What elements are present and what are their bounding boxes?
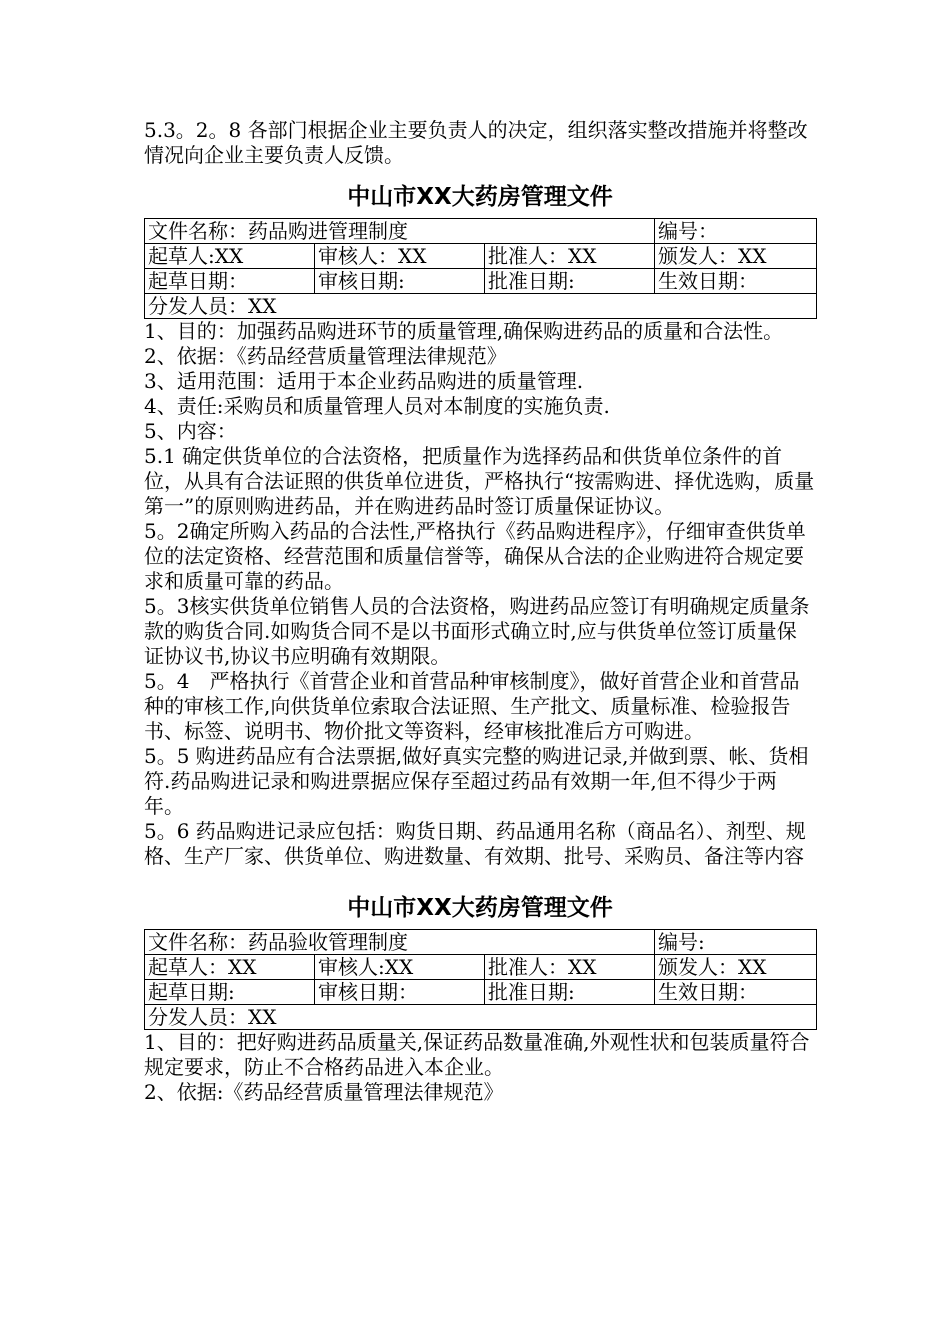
approve-date-cell: 批准日期: bbox=[485, 269, 655, 294]
doc1-body bbox=[144, 319, 816, 869]
doc1-paragraph: 5。4 严格执行《首营企业和首营品种审核制度》，做好首营企业和首营品种的审核工作,向供货单位索取合法证照、生产批文、质量标准、检验报告书、标签、说明书、物价批文等资料，经审核批准后方可购进。 bbox=[144, 669, 800, 743]
clause-5-3-2-8: 5.3。2。8 各部门根据企业主要负责人的决定，组织落实整改措施并将整改情况向企业主要负责人反馈。 bbox=[144, 118, 808, 167]
reviewer-cell: 审核人:XX bbox=[315, 955, 485, 980]
issuer-cell: 颁发人：XX bbox=[655, 955, 817, 980]
doc1-paragraph: 2、依据：《药品经营质量管理法律规范》 bbox=[144, 344, 507, 368]
number-cell: 编号: bbox=[655, 930, 817, 955]
doc2-paragraph: 2、依据:《药品经营质量管理法律规范》 bbox=[144, 1080, 504, 1104]
file-name-cell: 文件名称：药品购进管理制度 bbox=[145, 219, 655, 244]
drafter-cell: 起草人:XX bbox=[145, 244, 315, 269]
table-row bbox=[145, 244, 817, 269]
doc1-paragraph: 1、目的：加强药品购进环节的质量管理,确保购进药品的质量和合法性。 bbox=[144, 319, 784, 343]
effective-date-cell: 生效日期： bbox=[655, 980, 817, 1005]
doc2-title: 中山市XX大药房管理文件 bbox=[347, 895, 613, 921]
reviewer-cell: 审核人：XX bbox=[315, 244, 485, 269]
doc1-paragraph: 4、责任:采购员和质量管理人员对本制度的实施负责. bbox=[144, 394, 610, 418]
doc2-body bbox=[144, 1030, 816, 1105]
doc1-header-table bbox=[144, 218, 817, 319]
distribution-cell: 分发人员：XX bbox=[145, 294, 817, 319]
approve-date-cell: 批准日期: bbox=[485, 980, 655, 1005]
doc1-paragraph: 5、内容： bbox=[144, 419, 237, 443]
approver-cell: 批准人：XX bbox=[485, 244, 655, 269]
table-row bbox=[145, 955, 817, 980]
table-row bbox=[145, 930, 817, 955]
document-page bbox=[144, 118, 816, 1105]
doc1-title: 中山市XX大药房管理文件 bbox=[347, 184, 613, 210]
file-name-cell: 文件名称：药品验收管理制度 bbox=[145, 930, 655, 955]
drafter-cell: 起草人：XX bbox=[145, 955, 315, 980]
approver-cell: 批准人：XX bbox=[485, 955, 655, 980]
table-row bbox=[145, 980, 817, 1005]
number-cell: 编号： bbox=[655, 219, 817, 244]
draft-date-cell: 起草日期： bbox=[145, 269, 315, 294]
review-date-cell: 审核日期： bbox=[315, 980, 485, 1005]
doc1-paragraph: 5。2确定所购入药品的合法性,严格执行《药品购进程序》，仔细审查供货单位的法定资格、经营范围和质量信誉等，确保从合法的企业购进符合规定要求和质量可靠的药品。 bbox=[144, 519, 806, 593]
table-row bbox=[145, 1005, 817, 1030]
distribution-cell: 分发人员：XX bbox=[145, 1005, 817, 1030]
table-row bbox=[145, 294, 817, 319]
table-row bbox=[145, 269, 817, 294]
doc2-paragraph: 1、目的：把好购进药品质量关,保证药品数量准确,外观性状和包装质量符合规定要求，防止不合格药品进入本企业。 bbox=[144, 1030, 810, 1079]
doc1-paragraph: 5。3核实供货单位销售人员的合法资格，购进药品应签订有明确规定质量条款的购货合同.如购货合同不是以书面形式确立时,应与供货单位签订质量保证协议书,协议书应明确有效期限。 bbox=[144, 594, 810, 668]
draft-date-cell: 起草日期: bbox=[145, 980, 315, 1005]
issuer-cell: 颁发人：XX bbox=[655, 244, 817, 269]
doc2-header-table bbox=[144, 929, 817, 1030]
doc1-paragraph: 5。6 药品购进记录应包括：购货日期、药品通用名称（商品名）、剂型、规格、生产厂家、供货单位、购进数量、有效期、批号、采购员、备注等内容 bbox=[144, 819, 806, 868]
doc1-paragraph: 5。5 购进药品应有合法票据,做好真实完整的购进记录,并做到票、帐、货相符.药品购进记录和购进票据应保存至超过药品有效期一年,但不得少于两年。 bbox=[144, 744, 809, 818]
effective-date-cell: 生效日期： bbox=[655, 269, 817, 294]
table-row bbox=[145, 219, 817, 244]
review-date-cell: 审核日期: bbox=[315, 269, 485, 294]
doc1-paragraph: 5.1 确定供货单位的合法资格，把质量作为选择药品和供货单位条件的首位，从具有合法证照的供货单位进货，严格执行“按需购进、择优选购，质量第一”的原则购进药品，并在购进药品时签订质量保证协议。 bbox=[144, 444, 815, 518]
doc1-paragraph: 3、适用范围：适用于本企业药品购进的质量管理. bbox=[144, 369, 584, 393]
